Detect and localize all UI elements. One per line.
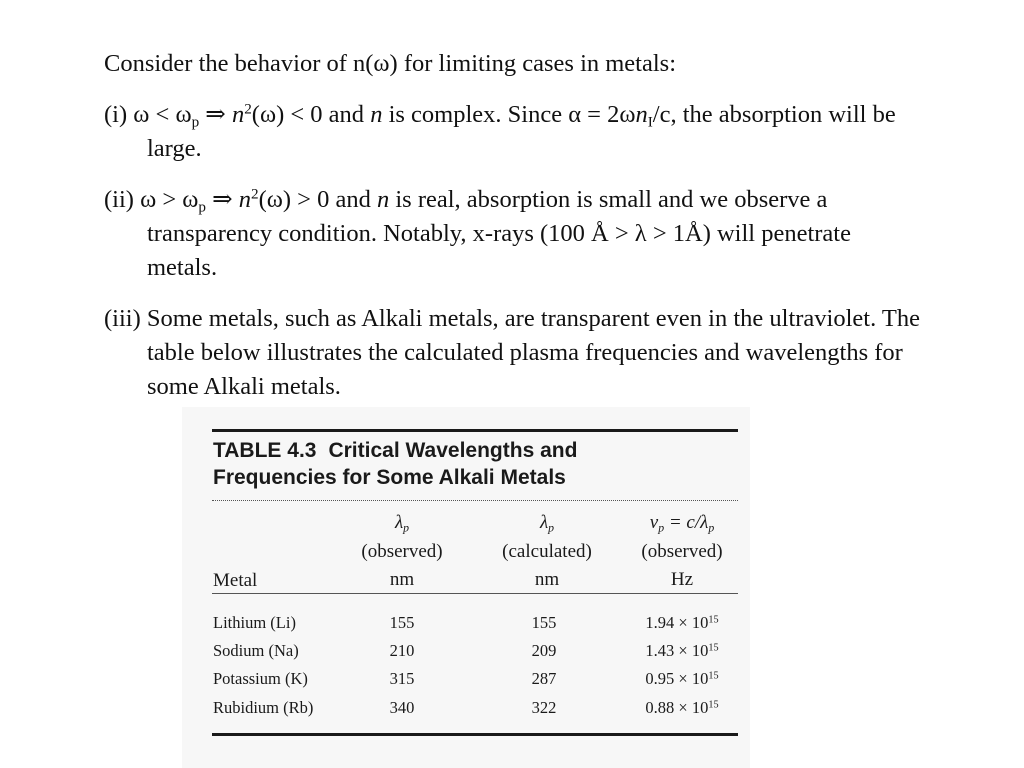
cell-frequency-mantissa: 1.94 × 10 — [645, 613, 709, 632]
cell-metal: Potassium (K) — [213, 669, 308, 688]
case-ii-arrow: ⇒ — [205, 186, 239, 213]
table-title-line2: Frequencies for Some Alkali Metals — [213, 466, 566, 489]
cell-frequency-mantissa: 0.95 × 10 — [645, 669, 709, 688]
case-i-arrow: ⇒ — [199, 101, 232, 128]
case-i-marker: (i) — [104, 101, 128, 128]
header-col1-symbol — [342, 509, 462, 537]
table-title-line1: Critical Wavelengths and — [328, 439, 578, 462]
col3-eq-sub: p — [708, 521, 715, 535]
col3-nu: ν — [649, 512, 659, 533]
cell-calculated: 287 — [531, 669, 557, 688]
case-ii-sub: p — [198, 198, 206, 216]
intro-paragraph — [104, 47, 924, 81]
cell-observed: 340 — [389, 698, 415, 717]
case-i-n: n — [231, 101, 245, 128]
header-col3-unit: Hz — [670, 569, 694, 590]
case-i-text-a: ω < ω — [127, 101, 192, 128]
cell-calculated: 155 — [531, 613, 557, 632]
cell-frequency-mantissa: 1.43 × 10 — [645, 641, 709, 660]
table-caption — [213, 437, 577, 491]
case-i-text-d: is complex. Since α = 2ω — [382, 101, 636, 128]
case-ii-text-a: ω > ω — [133, 186, 199, 213]
table-top-rule — [212, 429, 738, 432]
cell-metal: Rubidium (Rb) — [213, 698, 314, 717]
table-number: TABLE 4.3 — [213, 439, 317, 462]
case-i-nI-sub: I — [647, 113, 653, 131]
header-col2-qualifier: (calculated) — [502, 541, 592, 562]
case-ii — [104, 183, 924, 285]
table-figure — [182, 407, 750, 768]
cell-observed: 155 — [389, 613, 415, 632]
cell-calculated: 209 — [531, 641, 557, 660]
cell-frequency — [622, 669, 742, 689]
case-ii-text-d: is real, absorption is small and we observe a transparency condition. Notably, x-rays (100 Å > λ > 1Å) will penetrate metals. — [147, 186, 851, 281]
case-ii-n2: n — [377, 186, 390, 213]
header-col2-symbol — [482, 509, 612, 537]
cell-observed: 210 — [389, 641, 415, 660]
cell-metal: Sodium (Na) — [213, 641, 299, 660]
cell-frequency-exp: 15 — [708, 699, 719, 711]
col2-lambda: λ — [539, 512, 549, 533]
cell-frequency — [622, 613, 742, 633]
text-body — [104, 47, 924, 421]
case-i-text-e: /c, the absorption will be large. — [147, 101, 896, 162]
cell-frequency-mantissa: 0.88 × 10 — [645, 698, 709, 717]
header-col2-unit: nm — [534, 569, 560, 590]
cell-metal: Lithium (Li) — [213, 613, 296, 632]
header-metal: Metal — [213, 570, 258, 591]
case-iii-text: Some metals, such as Alkali metals, are transparent even in the ultraviolet. The table below illustrates the calculated plasma frequencies and wavelengths for some Alkali metals. — [140, 305, 920, 400]
col3-nu-sub: p — [658, 521, 665, 535]
cell-frequency-exp: 15 — [708, 614, 719, 626]
col3-eq: = c/λ — [664, 512, 709, 533]
case-ii-marker: (ii) — [104, 186, 134, 213]
case-i-n2: n — [370, 101, 383, 128]
cell-calculated: 322 — [531, 698, 557, 717]
cell-frequency-exp: 15 — [708, 670, 719, 682]
header-col1-qualifier: (observed) — [361, 541, 443, 562]
case-i-sub: p — [191, 113, 200, 131]
col2-lambda-sub: p — [548, 521, 555, 535]
case-i-n3: n — [635, 101, 648, 128]
case-iii — [104, 302, 924, 404]
header-col3-symbol — [622, 509, 742, 537]
case-i-sq: 2 — [244, 100, 252, 118]
header-col3-qualifier: (observed) — [641, 541, 723, 562]
col1-lambda: λ — [394, 512, 404, 533]
table-bottom-rule — [212, 733, 738, 736]
case-iii-marker: (iii) — [104, 305, 141, 332]
cell-frequency — [622, 698, 742, 718]
cell-frequency-exp: 15 — [708, 642, 719, 654]
header-col1-unit: nm — [389, 569, 415, 590]
case-ii-n: n — [238, 186, 252, 213]
case-ii-text-c: (ω) > 0 and — [258, 186, 377, 213]
case-i — [104, 98, 924, 166]
table-header-rule — [212, 593, 738, 594]
cell-frequency — [622, 641, 742, 661]
intro-text: Consider the behavior of n(ω) for limiting cases in metals: — [104, 50, 677, 77]
col1-lambda-sub: p — [403, 521, 410, 535]
table-caption-rule — [212, 500, 738, 501]
case-i-text-c: (ω) < 0 and — [251, 101, 371, 128]
case-ii-sq: 2 — [251, 185, 259, 203]
cell-observed: 315 — [389, 669, 415, 688]
